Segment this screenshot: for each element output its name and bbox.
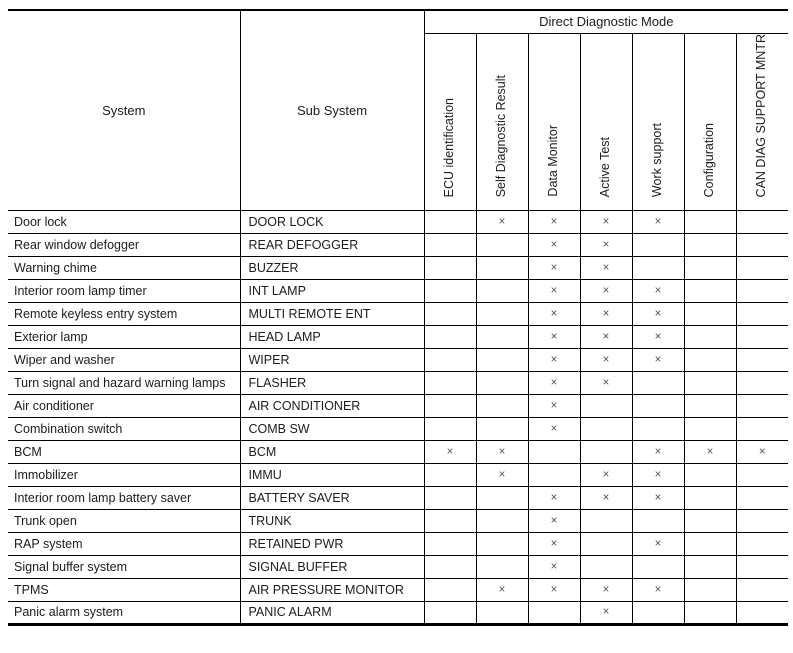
empty-cell — [476, 532, 528, 555]
system-cell: Panic alarm system — [8, 601, 240, 624]
sub-system-cell: SIGNAL BUFFER — [240, 555, 424, 578]
empty-cell — [476, 302, 528, 325]
support-mark: × — [528, 348, 580, 371]
support-mark: × — [632, 325, 684, 348]
support-mark: × — [632, 279, 684, 302]
column-header-can-diag-support-mntr — [736, 33, 788, 210]
empty-cell — [684, 555, 736, 578]
sub-system-cell: MULTI REMOTE ENT — [240, 302, 424, 325]
table-row — [8, 210, 788, 233]
empty-cell — [736, 210, 788, 233]
empty-cell — [424, 325, 476, 348]
support-mark: × — [632, 578, 684, 601]
support-mark: × — [580, 463, 632, 486]
table-row — [8, 256, 788, 279]
support-mark: × — [580, 578, 632, 601]
vertical-label: Data Monitor — [546, 125, 561, 197]
table-row — [8, 601, 788, 624]
empty-cell — [476, 325, 528, 348]
empty-cell — [424, 555, 476, 578]
empty-cell — [684, 256, 736, 279]
empty-cell — [424, 394, 476, 417]
support-mark: × — [528, 325, 580, 348]
sub-system-cell: AIR CONDITIONER — [240, 394, 424, 417]
empty-cell — [684, 279, 736, 302]
empty-cell — [424, 279, 476, 302]
table-row — [8, 348, 788, 371]
support-mark: × — [476, 463, 528, 486]
sub-system-cell: HEAD LAMP — [240, 325, 424, 348]
empty-cell — [736, 486, 788, 509]
support-mark: × — [580, 279, 632, 302]
system-cell: Wiper and washer — [8, 348, 240, 371]
table-row — [8, 417, 788, 440]
support-mark: × — [632, 302, 684, 325]
empty-cell — [684, 325, 736, 348]
empty-cell — [736, 325, 788, 348]
vertical-label: ECU identification — [442, 97, 457, 197]
table-row — [8, 532, 788, 555]
empty-cell — [684, 463, 736, 486]
empty-cell — [684, 509, 736, 532]
support-mark: × — [528, 256, 580, 279]
column-header-sub-system: Sub System — [240, 10, 424, 210]
empty-cell — [632, 601, 684, 624]
system-cell: Remote keyless entry system — [8, 302, 240, 325]
table-row — [8, 394, 788, 417]
empty-cell — [736, 578, 788, 601]
support-mark: × — [632, 532, 684, 555]
empty-cell — [684, 371, 736, 394]
empty-cell — [632, 394, 684, 417]
sub-system-cell: TRUNK — [240, 509, 424, 532]
support-mark: × — [528, 578, 580, 601]
table-row — [8, 233, 788, 256]
empty-cell — [424, 256, 476, 279]
empty-cell — [580, 440, 632, 463]
table-row — [8, 509, 788, 532]
empty-cell — [528, 440, 580, 463]
vertical-label: CAN DIAG SUPPORT MNTR — [754, 33, 769, 197]
sub-system-cell: REAR DEFOGGER — [240, 233, 424, 256]
empty-cell — [736, 509, 788, 532]
system-cell: TPMS — [8, 578, 240, 601]
support-mark: × — [528, 486, 580, 509]
sub-system-cell: BATTERY SAVER — [240, 486, 424, 509]
empty-cell — [632, 555, 684, 578]
empty-cell — [736, 302, 788, 325]
empty-cell — [580, 417, 632, 440]
empty-cell — [424, 486, 476, 509]
empty-cell — [424, 578, 476, 601]
vertical-label: Active Test — [598, 136, 613, 197]
table-row — [8, 440, 788, 463]
column-group-direct-diagnostic-mode: Direct Diagnostic Mode — [424, 10, 788, 33]
empty-cell — [684, 302, 736, 325]
empty-cell — [736, 532, 788, 555]
empty-cell — [684, 417, 736, 440]
empty-cell — [424, 532, 476, 555]
support-mark: × — [736, 440, 788, 463]
support-mark: × — [580, 302, 632, 325]
system-cell: Interior room lamp battery saver — [8, 486, 240, 509]
sub-system-cell: INT LAMP — [240, 279, 424, 302]
system-cell: Air conditioner — [8, 394, 240, 417]
empty-cell — [736, 233, 788, 256]
empty-cell — [632, 509, 684, 532]
support-mark: × — [528, 417, 580, 440]
empty-cell — [684, 578, 736, 601]
empty-cell — [684, 532, 736, 555]
empty-cell — [736, 555, 788, 578]
empty-cell — [476, 417, 528, 440]
system-cell: Rear window defogger — [8, 233, 240, 256]
support-mark: × — [528, 555, 580, 578]
sub-system-cell: RETAINED PWR — [240, 532, 424, 555]
empty-cell — [632, 256, 684, 279]
table-row — [8, 279, 788, 302]
sub-system-cell: COMB SW — [240, 417, 424, 440]
vertical-label: Work support — [650, 122, 665, 197]
system-cell: RAP system — [8, 532, 240, 555]
empty-cell — [736, 371, 788, 394]
empty-cell — [736, 463, 788, 486]
empty-cell — [580, 509, 632, 532]
support-mark: × — [580, 348, 632, 371]
empty-cell — [580, 532, 632, 555]
empty-cell — [736, 601, 788, 624]
table-row — [8, 302, 788, 325]
system-cell: BCM — [8, 440, 240, 463]
system-cell: Combination switch — [8, 417, 240, 440]
support-mark: × — [476, 210, 528, 233]
system-cell: Turn signal and hazard warning lamps — [8, 371, 240, 394]
support-mark: × — [580, 256, 632, 279]
empty-cell — [736, 348, 788, 371]
vertical-label: Self Diagnostic Result — [494, 74, 509, 197]
empty-cell — [424, 509, 476, 532]
empty-cell — [424, 302, 476, 325]
empty-cell — [736, 256, 788, 279]
column-header-work-support — [632, 33, 684, 210]
table-row — [8, 463, 788, 486]
support-mark: × — [424, 440, 476, 463]
empty-cell — [736, 417, 788, 440]
empty-cell — [424, 371, 476, 394]
support-mark: × — [580, 486, 632, 509]
support-mark: × — [528, 394, 580, 417]
support-mark: × — [580, 233, 632, 256]
empty-cell — [424, 417, 476, 440]
support-mark: × — [580, 371, 632, 394]
empty-cell — [684, 601, 736, 624]
group-header-row — [8, 10, 788, 33]
sub-system-cell: BCM — [240, 440, 424, 463]
support-mark: × — [476, 440, 528, 463]
empty-cell — [632, 371, 684, 394]
support-mark: × — [528, 532, 580, 555]
empty-cell — [684, 210, 736, 233]
column-header-configuration — [684, 33, 736, 210]
system-cell: Signal buffer system — [8, 555, 240, 578]
diagnostic-mode-table — [8, 9, 788, 626]
empty-cell — [424, 233, 476, 256]
table-row — [8, 486, 788, 509]
support-mark: × — [580, 601, 632, 624]
empty-cell — [684, 486, 736, 509]
support-mark: × — [528, 279, 580, 302]
table-row — [8, 555, 788, 578]
vertical-label: Configuration — [702, 122, 717, 197]
empty-cell — [632, 233, 684, 256]
empty-cell — [580, 394, 632, 417]
empty-cell — [528, 463, 580, 486]
table-row — [8, 325, 788, 348]
support-mark: × — [476, 578, 528, 601]
sub-system-cell: AIR PRESSURE MONITOR — [240, 578, 424, 601]
empty-cell — [528, 601, 580, 624]
sub-system-cell: DOOR LOCK — [240, 210, 424, 233]
sub-system-cell: BUZZER — [240, 256, 424, 279]
system-cell: Immobilizer — [8, 463, 240, 486]
support-mark: × — [528, 210, 580, 233]
empty-cell — [424, 210, 476, 233]
support-mark: × — [632, 486, 684, 509]
sub-system-cell: FLASHER — [240, 371, 424, 394]
empty-cell — [476, 486, 528, 509]
system-cell: Interior room lamp timer — [8, 279, 240, 302]
system-cell: Trunk open — [8, 509, 240, 532]
support-mark: × — [528, 371, 580, 394]
support-mark: × — [528, 509, 580, 532]
support-mark: × — [632, 463, 684, 486]
empty-cell — [476, 601, 528, 624]
empty-cell — [476, 555, 528, 578]
column-header-data-monitor — [528, 33, 580, 210]
empty-cell — [684, 348, 736, 371]
system-cell: Warning chime — [8, 256, 240, 279]
empty-cell — [476, 233, 528, 256]
system-cell: Door lock — [8, 210, 240, 233]
empty-cell — [424, 601, 476, 624]
column-header-ecu-identification — [424, 33, 476, 210]
system-cell: Exterior lamp — [8, 325, 240, 348]
column-header-self-diagnostic-result — [476, 33, 528, 210]
sub-system-cell: PANIC ALARM — [240, 601, 424, 624]
empty-cell — [684, 233, 736, 256]
sub-system-cell: WIPER — [240, 348, 424, 371]
support-mark: × — [632, 440, 684, 463]
table-row — [8, 371, 788, 394]
empty-cell — [476, 371, 528, 394]
empty-cell — [736, 279, 788, 302]
support-mark: × — [684, 440, 736, 463]
sub-system-cell: IMMU — [240, 463, 424, 486]
column-header-active-test — [580, 33, 632, 210]
support-mark: × — [580, 325, 632, 348]
empty-cell — [476, 394, 528, 417]
support-mark: × — [632, 348, 684, 371]
column-header-system: System — [8, 10, 240, 210]
empty-cell — [476, 256, 528, 279]
empty-cell — [476, 509, 528, 532]
empty-cell — [684, 394, 736, 417]
support-mark: × — [632, 210, 684, 233]
empty-cell — [476, 348, 528, 371]
empty-cell — [632, 417, 684, 440]
empty-cell — [424, 463, 476, 486]
support-mark: × — [528, 302, 580, 325]
support-mark: × — [528, 233, 580, 256]
empty-cell — [476, 279, 528, 302]
support-mark: × — [580, 210, 632, 233]
empty-cell — [580, 555, 632, 578]
empty-cell — [736, 394, 788, 417]
empty-cell — [424, 348, 476, 371]
table-row — [8, 578, 788, 601]
